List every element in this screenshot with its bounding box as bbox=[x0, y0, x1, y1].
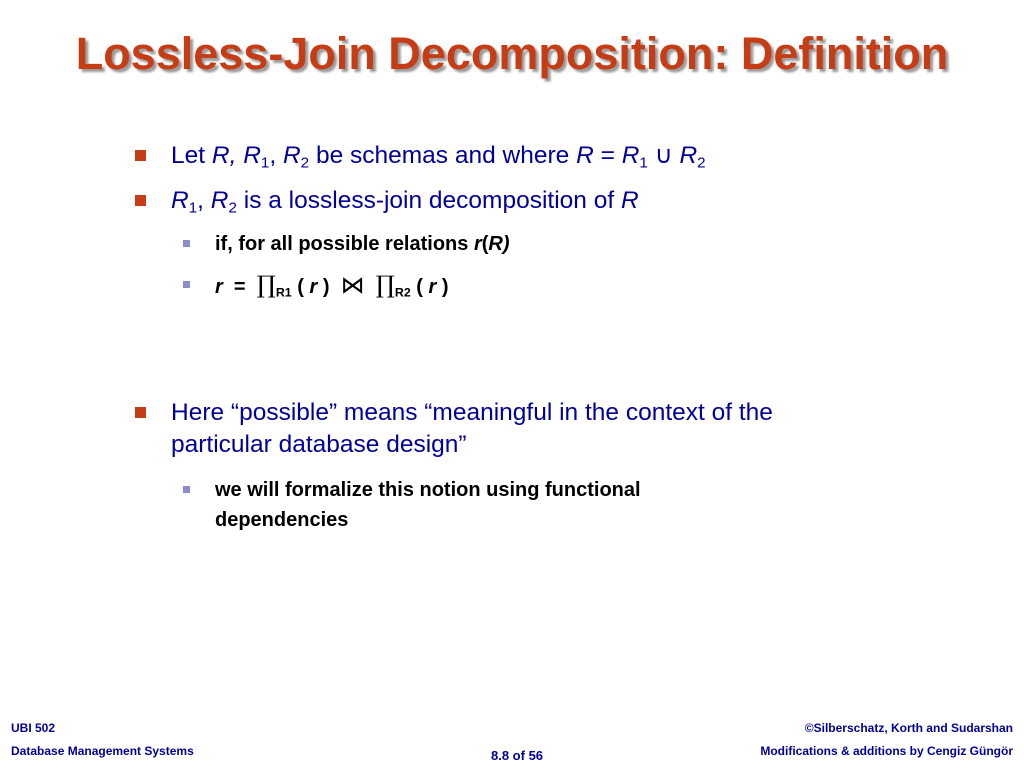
small-square-bullet-icon bbox=[183, 486, 190, 493]
symbol-r-lower: r bbox=[309, 276, 318, 298]
footer-modifications: Modifications & additions by Cengiz Güngör bbox=[760, 744, 1013, 758]
square-bullet-icon bbox=[135, 407, 146, 418]
union-symbol: ∪ bbox=[654, 142, 673, 169]
equals-sign: = bbox=[600, 142, 615, 169]
square-bullet-icon bbox=[135, 150, 146, 161]
bullet-schemas-text bbox=[171, 140, 706, 180]
text-schemas: be schemas and where bbox=[315, 142, 570, 169]
footer-copyright: ©Silberschatz, Korth and Sudarshan bbox=[804, 721, 1013, 735]
subscript-r1: R1 bbox=[275, 285, 292, 300]
symbol-r1: R bbox=[243, 142, 261, 169]
projection-icon: ∏ bbox=[375, 271, 395, 299]
symbol-r2: R bbox=[679, 142, 698, 169]
paren-open: ( bbox=[297, 276, 304, 298]
small-square-bullet-icon bbox=[183, 240, 190, 247]
subbullet-relations-text bbox=[215, 229, 510, 259]
small-square-bullet-icon bbox=[183, 281, 190, 288]
bullet-possible-line2: particular database design” bbox=[171, 431, 467, 458]
footer-course-name: Database Management Systems bbox=[11, 744, 194, 758]
symbol-r: R) bbox=[488, 233, 510, 255]
symbol-r2: R bbox=[282, 142, 301, 169]
subscript-1: 1 bbox=[188, 199, 198, 217]
square-bullet-icon bbox=[135, 195, 146, 206]
bullet-decomposition-text bbox=[171, 185, 639, 225]
subscript-2: 2 bbox=[300, 154, 310, 172]
subscript-1: 1 bbox=[260, 154, 270, 172]
symbol-r2: R bbox=[210, 187, 229, 214]
natural-join-icon: ⋈ bbox=[340, 271, 365, 299]
subbullet-functional-line1: we will formalize this notion using functional bbox=[215, 479, 641, 501]
symbol-r-lower: r bbox=[215, 276, 223, 298]
text-possible-relations: if, for all possible relations bbox=[215, 233, 469, 255]
subscript-2: 2 bbox=[697, 154, 706, 172]
subbullet-functional-line2: dependencies bbox=[215, 509, 349, 531]
slide-title: Lossless-Join Decomposition: Definition bbox=[75, 28, 949, 79]
equals-sign: = bbox=[233, 276, 246, 298]
symbol-r-lower: r bbox=[428, 276, 437, 298]
subscript-2: 2 bbox=[228, 199, 237, 217]
paren-close: ) bbox=[441, 276, 449, 298]
footer-course-code: UBI 502 bbox=[11, 721, 56, 735]
symbol-r1: R bbox=[171, 187, 189, 214]
comma: , bbox=[269, 142, 277, 169]
text-let: Let bbox=[171, 142, 206, 169]
text-lossless: is a lossless-join decomposition of bbox=[243, 187, 615, 214]
paren-open: ( bbox=[416, 276, 423, 298]
symbol-r: R bbox=[576, 142, 594, 169]
paren-open: ( bbox=[481, 233, 489, 255]
symbol-r: R bbox=[620, 187, 639, 214]
subscript-r2: R2 bbox=[394, 285, 411, 300]
symbol-r: R, bbox=[211, 142, 237, 169]
projection-icon: ∏ bbox=[256, 271, 276, 299]
paren-close: ) bbox=[322, 276, 330, 298]
symbol-r-lower: r bbox=[473, 233, 482, 255]
footer-page-number: 8.8 of 56 bbox=[491, 748, 544, 763]
bullet-possible-line1: Here “possible” means “meaningful in the context of the bbox=[171, 399, 773, 426]
subscript-1: 1 bbox=[639, 154, 648, 172]
symbol-r1: R bbox=[621, 142, 640, 169]
formula-text bbox=[215, 270, 449, 308]
comma: , bbox=[197, 187, 204, 214]
